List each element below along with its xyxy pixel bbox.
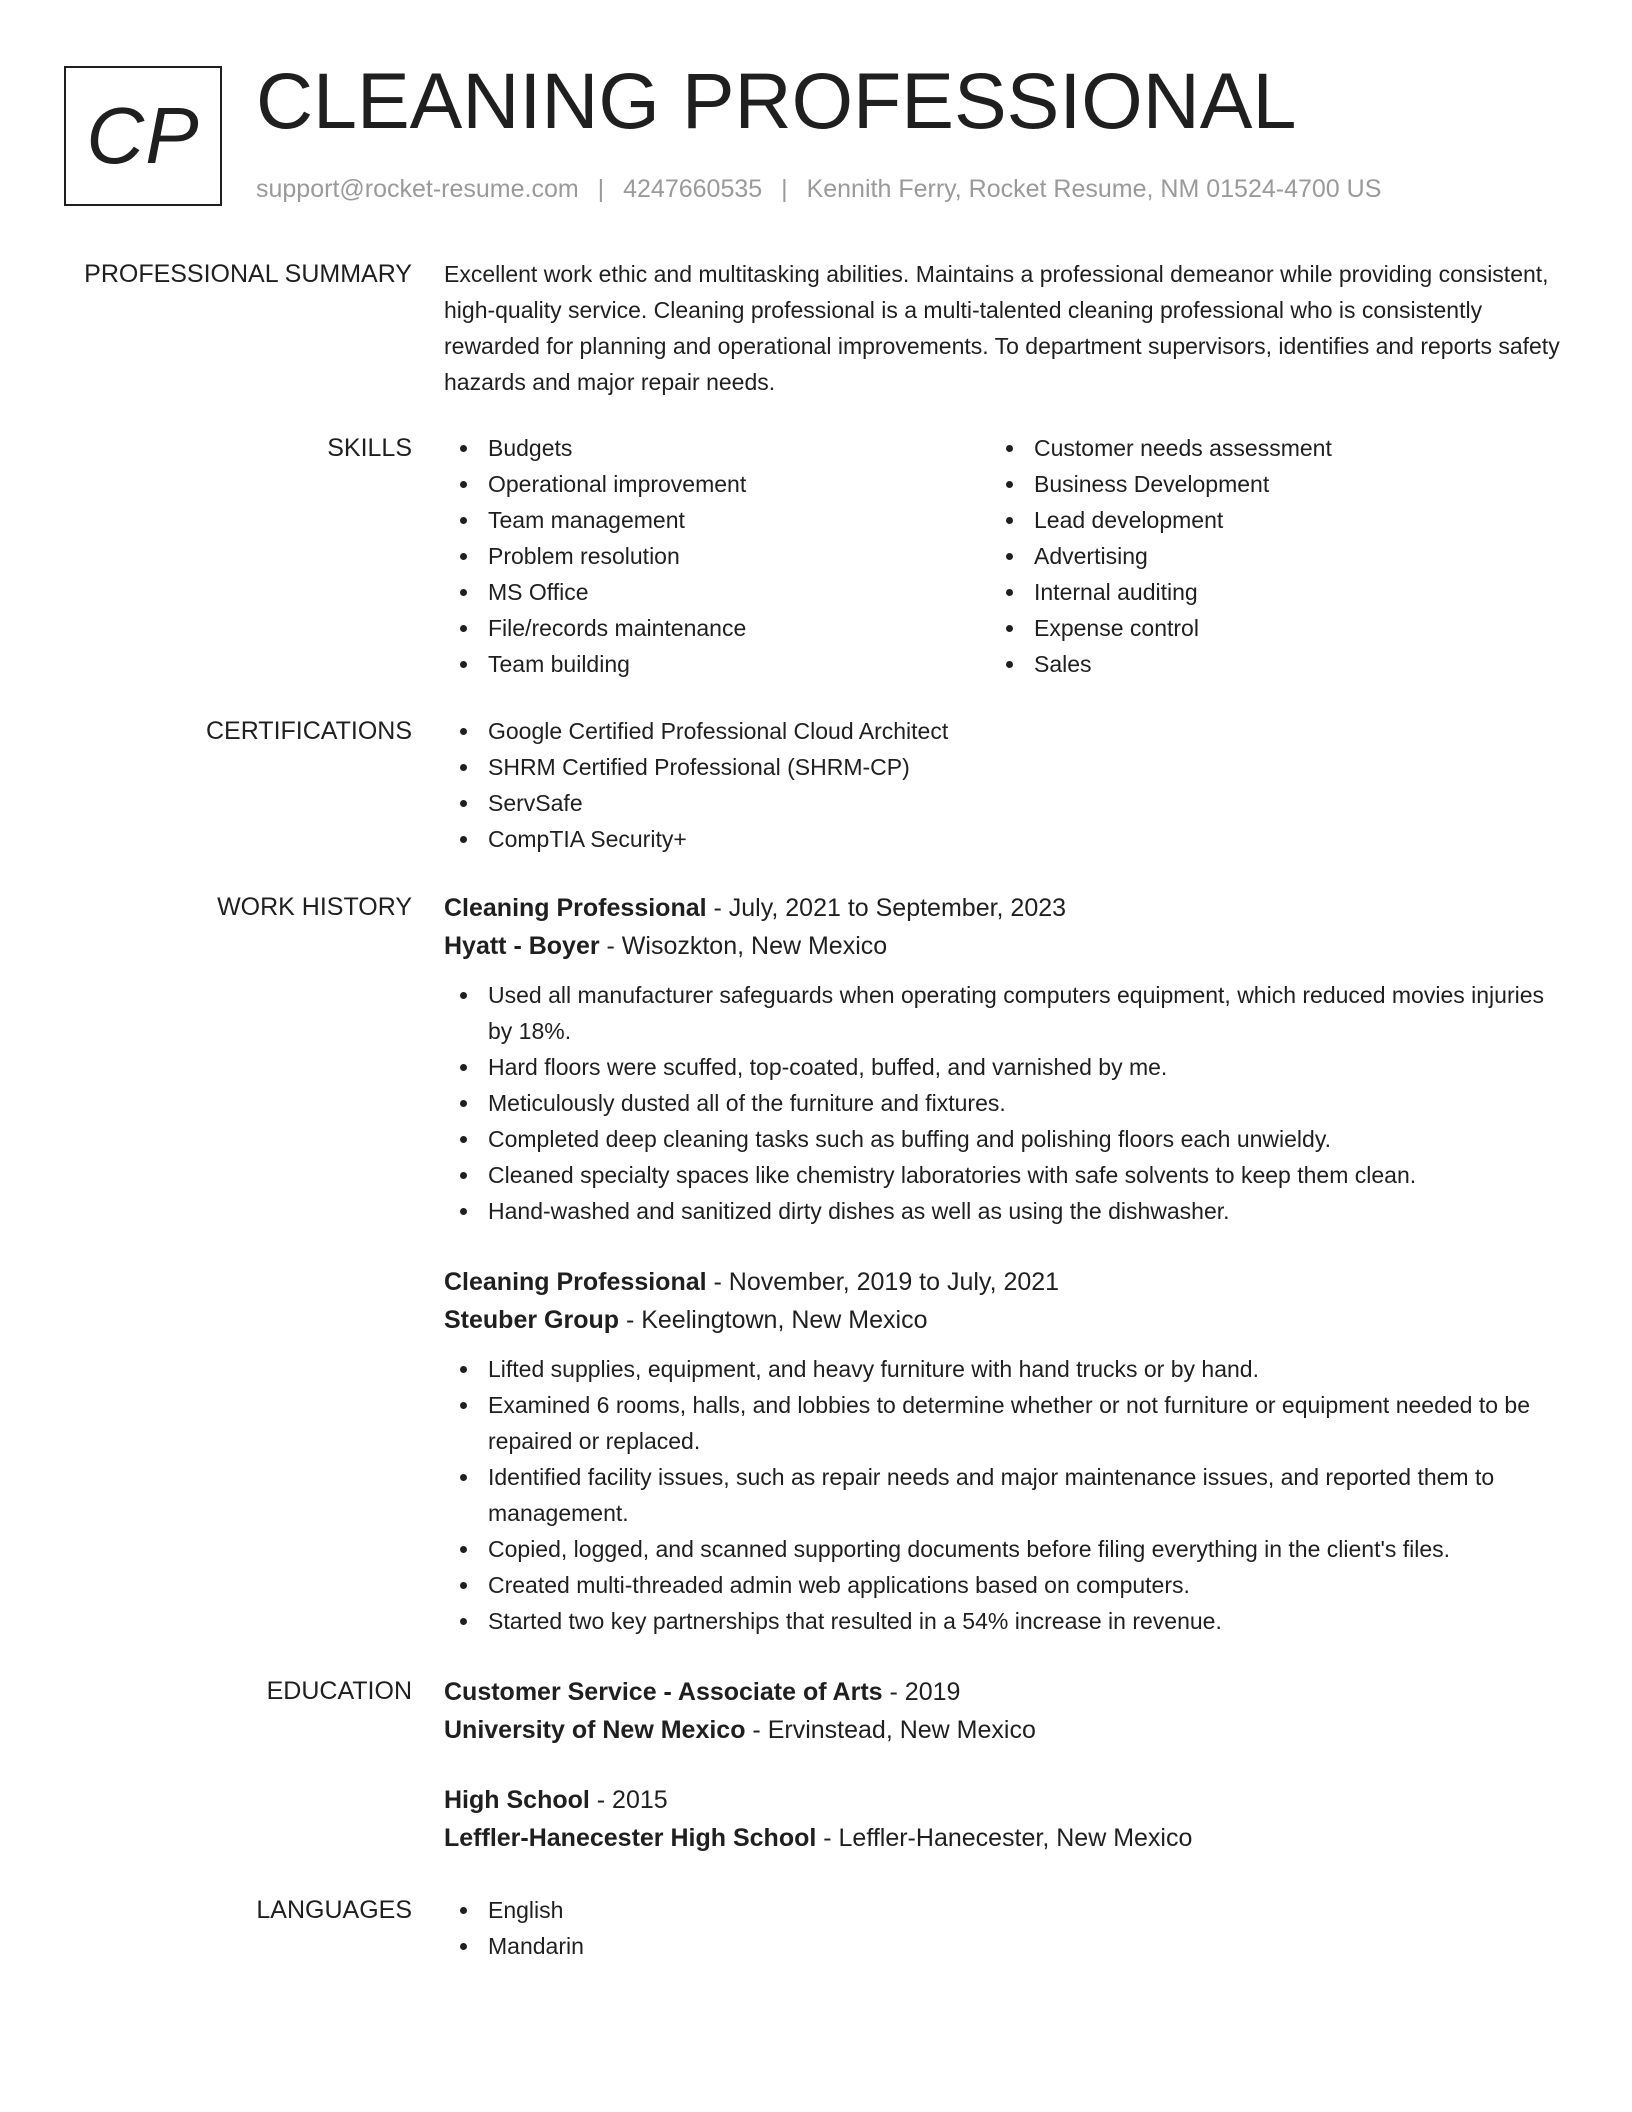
skill-item: Customer needs assessment: [990, 430, 1536, 466]
skill-item: Lead development: [990, 502, 1536, 538]
job-company-line: [444, 1301, 1560, 1339]
job-bullet: Started two key partnerships that resulted in a 54% increase in revenue.: [444, 1603, 1560, 1639]
job-bullet: Identified facility issues, such as repair needs and major maintenance issues, and reported them to management.: [444, 1459, 1560, 1531]
education-school: University of New Mexico: [444, 1716, 746, 1744]
certifications-title: CERTIFICATIONS: [205, 717, 412, 745]
skill-item: Budgets: [444, 430, 990, 466]
job-dates: - July, 2021 to September, 2023: [706, 894, 1067, 922]
skill-item: Team building: [444, 646, 990, 682]
skill-item: MS Office: [444, 574, 990, 610]
job-bullet: Lifted supplies, equipment, and heavy furniture with hand trucks or by hand.: [444, 1351, 1560, 1387]
monogram-logo: CP: [64, 66, 222, 206]
contact-email: support@rocket-resume.com: [256, 175, 579, 203]
summary-title: PROFESSIONAL SUMMARY: [84, 260, 412, 288]
contact-line: [256, 173, 1381, 206]
work-history-title: WORK HISTORY: [217, 893, 412, 921]
skill-item: Business Development: [990, 466, 1536, 502]
skills-body: [444, 430, 1560, 682]
education-title: EDUCATION: [266, 1677, 412, 1705]
skill-item: Sales: [990, 646, 1536, 682]
skills-title: SKILLS: [327, 434, 412, 462]
education-degree-line: [444, 1781, 1560, 1819]
job-role-line: [444, 889, 1560, 927]
job-bullet: Hard floors were scuffed, top-coated, buffed, and varnished by me.: [444, 1049, 1560, 1085]
job-bullet: Hand-washed and sanitized dirty dishes as well as using the dishwasher.: [444, 1193, 1560, 1229]
languages-title: LANGUAGES: [256, 1896, 412, 1924]
job-role: Cleaning Professional: [444, 1268, 707, 1296]
job-entry: [444, 1263, 1560, 1639]
job-company: Steuber Group: [444, 1306, 620, 1334]
contact-phone: 4247660535: [623, 175, 763, 203]
job-company: Hyatt - Boyer: [444, 932, 600, 960]
skill-item: Team management: [444, 502, 990, 538]
contact-separator: |: [597, 175, 605, 203]
certification-item: SHRM Certified Professional (SHRM-CP): [444, 749, 1560, 785]
job-bullet: Copied, logged, and scanned supporting documents before filing everything in the client's files.: [444, 1531, 1560, 1567]
contact-address: Kennith Ferry, Rocket Resume, NM 01524-4700 US: [806, 175, 1382, 203]
job-location: - Keelingtown, New Mexico: [619, 1306, 928, 1334]
languages-body: [444, 1892, 1560, 1964]
summary-body: [444, 256, 1560, 400]
education-location: - Ervinstead, New Mexico: [745, 1716, 1036, 1744]
contact-separator: |: [781, 175, 788, 203]
education-degree-line: [444, 1673, 1560, 1711]
education-degree: High School: [444, 1786, 590, 1814]
job-role-line: [444, 1263, 1560, 1301]
education-year: - 2019: [882, 1678, 961, 1706]
job-dates: - November, 2019 to July, 2021: [706, 1268, 1060, 1296]
skill-item: File/records maintenance: [444, 610, 990, 646]
certification-item: CompTIA Security+: [444, 821, 1560, 857]
education-school-line: [444, 1819, 1560, 1857]
language-item: English: [444, 1892, 1560, 1928]
education-body: [444, 1673, 1560, 1857]
job-bullets: [444, 1351, 1560, 1639]
skill-item: Advertising: [990, 538, 1536, 574]
languages-list: [444, 1892, 1560, 1964]
skill-item: Operational improvement: [444, 466, 990, 502]
job-bullet: Used all manufacturer safeguards when operating computers equipment, which reduced movies injuries by 18%.: [444, 977, 1560, 1049]
certification-item: ServSafe: [444, 785, 1560, 821]
skill-item: Expense control: [990, 610, 1536, 646]
education-entry: [444, 1673, 1560, 1749]
skills-list-left: [444, 430, 990, 682]
education-year: - 2015: [589, 1786, 668, 1814]
skills-list-right: [990, 430, 1536, 682]
job-company-line: [444, 927, 1560, 965]
skill-item: Internal auditing: [990, 574, 1536, 610]
work-history-body: [444, 889, 1560, 1639]
summary-text: Excellent work ethic and multitasking abilities. Maintains a professional demeanor while providing consistent, high-quality service. Cleaning professional is a multi-talented cleaning professional who is consistently rewarded for planning and operational improvements. To department supervisors, identifies and reports safety hazards and major repair needs.: [444, 261, 1560, 395]
job-bullet: Meticulously dusted all of the furniture and fixtures.: [444, 1085, 1560, 1121]
job-bullets: [444, 977, 1560, 1229]
education-degree: Customer Service - Associate of Arts: [444, 1678, 883, 1706]
certification-item: Google Certified Professional Cloud Architect: [444, 713, 1560, 749]
job-bullet: Cleaned specialty spaces like chemistry laboratories with safe solvents to keep them clean.: [444, 1157, 1560, 1193]
job-bullet: Created multi-threaded admin web applications based on computers.: [444, 1567, 1560, 1603]
job-role: Cleaning Professional: [444, 894, 707, 922]
job-bullet: Completed deep cleaning tasks such as buffing and polishing floors each unwieldy.: [444, 1121, 1560, 1157]
certifications-list: [444, 713, 1560, 857]
certifications-body: [444, 713, 1560, 857]
education-school-line: [444, 1711, 1560, 1749]
job-bullet: Examined 6 rooms, halls, and lobbies to determine whether or not furniture or equipment needed to be repaired or replaced.: [444, 1387, 1560, 1459]
education-entry: [444, 1781, 1560, 1857]
job-location: - Wisozkton, New Mexico: [599, 932, 888, 960]
education-location: - Leffler-Hanecester, New Mexico: [816, 1824, 1193, 1852]
education-school: Leffler-Hanecester High School: [444, 1824, 817, 1852]
job-entry: [444, 889, 1560, 1229]
language-item: Mandarin: [444, 1928, 1560, 1964]
skill-item: Problem resolution: [444, 538, 990, 574]
resume-name-heading: CLEANING PROFESSIONAL: [256, 56, 1297, 145]
